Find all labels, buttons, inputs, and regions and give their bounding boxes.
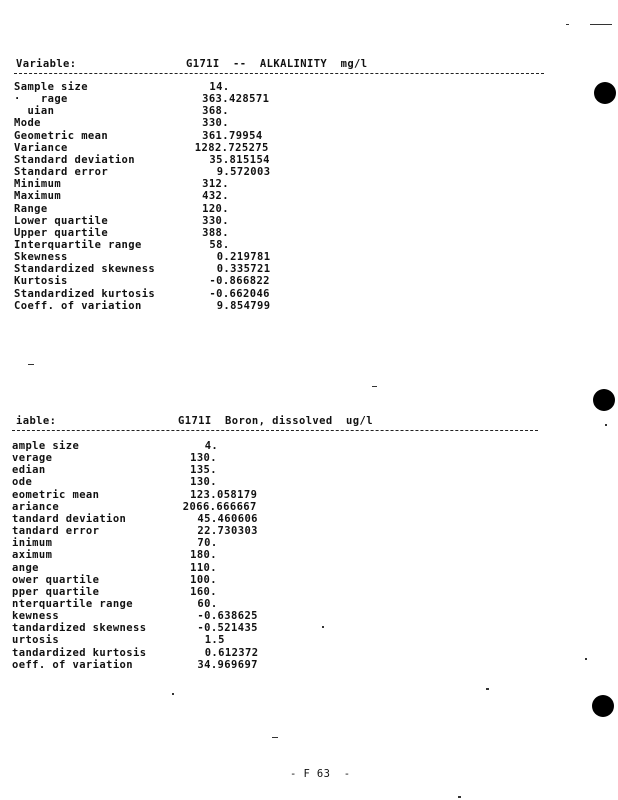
- stat-label: inimum: [12, 537, 53, 550]
- scan-speck: [486, 688, 489, 690]
- binder-hole-bottom: [592, 695, 614, 717]
- stat-row: [0, 598, 560, 610]
- stat-label: Minimum: [14, 178, 62, 191]
- stat-value: 312.: [202, 178, 229, 191]
- scan-speck: [566, 24, 569, 25]
- stat-value: 130.: [190, 452, 217, 465]
- stat-label: verage: [12, 452, 53, 465]
- stat-value: 4.: [204, 440, 219, 452]
- stat-value: 123.058179: [190, 488, 258, 501]
- stat-value: 58.: [209, 238, 230, 251]
- stat-label: edian: [12, 464, 46, 477]
- stat-value: -0.866822: [209, 275, 270, 288]
- stat-label: oeff. of variation: [12, 658, 133, 671]
- scan-speck: [585, 658, 587, 660]
- stat-value: 368.: [202, 105, 229, 118]
- stat-value: 60.: [197, 597, 218, 610]
- stat-row: [0, 525, 560, 537]
- block1-header-variable: G171I -- ALKALINITY mg/l: [186, 58, 368, 70]
- stat-label: nterquartile range: [12, 597, 133, 610]
- scan-speck: [605, 424, 607, 426]
- page-footer: - F 63 -: [290, 768, 351, 780]
- stat-value: -0.521435: [197, 622, 258, 635]
- stat-label: ower quartile: [12, 573, 100, 586]
- stat-label: kewness: [12, 610, 60, 623]
- stat-value: 330.: [202, 214, 229, 227]
- binder-hole-top: [594, 82, 616, 104]
- stat-row: [0, 647, 560, 659]
- stat-value: 9.854799: [216, 299, 271, 312]
- stat-row: [0, 476, 560, 488]
- stat-row: [0, 501, 560, 513]
- scan-speck: [590, 24, 612, 25]
- stat-row: [0, 513, 560, 525]
- stat-label: Coeff. of variation: [14, 299, 142, 312]
- stat-label: ariance: [12, 500, 60, 513]
- block2-header-label: iable:: [16, 415, 57, 427]
- stat-value: 45.460606: [197, 512, 258, 525]
- stat-label: Standardized kurtosis: [14, 287, 156, 300]
- stat-value: -0.638625: [197, 610, 258, 623]
- stat-value: 0.219781: [216, 251, 271, 264]
- stat-value: 0.612372: [204, 646, 259, 659]
- stat-label: Geometric mean: [14, 129, 109, 142]
- stat-value: 0.335721: [216, 263, 271, 276]
- stat-value: 35.815154: [209, 153, 270, 166]
- scan-speck: [172, 693, 174, 695]
- stat-value: 22.730303: [197, 525, 258, 538]
- stat-label: Sample size: [14, 81, 88, 93]
- scan-speck: [372, 386, 377, 387]
- stat-row: [0, 440, 560, 452]
- scan-speck: [28, 364, 34, 365]
- stat-row: [0, 610, 560, 622]
- page-number: F 63: [303, 768, 331, 780]
- stat-value: 160.: [190, 585, 217, 598]
- stat-value: 110.: [190, 561, 217, 574]
- stat-label: urtosis: [12, 634, 60, 647]
- stat-row: [0, 452, 560, 464]
- stat-label: Interquartile range: [14, 238, 142, 251]
- stat-value: 9.572003: [216, 166, 271, 179]
- stat-value: 2066.666667: [182, 500, 257, 513]
- stat-value: 361.79954: [202, 129, 263, 142]
- stat-label: ange: [12, 561, 39, 574]
- stat-value: 120.: [202, 202, 229, 215]
- scan-speck: [322, 626, 324, 628]
- stat-label: Variance: [14, 141, 68, 154]
- stat-value: 363.428571: [202, 93, 270, 106]
- stat-row: [0, 562, 560, 574]
- binder-hole-middle: [593, 389, 615, 411]
- stat-value: 130.: [190, 476, 217, 489]
- stat-label: Standardized skewness: [14, 263, 156, 276]
- stat-label: aximum: [12, 549, 53, 562]
- block2-header-variable: G171I Boron, dissolved ug/l: [178, 415, 373, 427]
- stat-value: 388.: [202, 226, 229, 239]
- block1-header-label: Variable:: [16, 58, 77, 70]
- stat-label: ode: [12, 476, 33, 489]
- stat-label: Upper quartile: [14, 226, 109, 239]
- block2-divider: [12, 430, 538, 431]
- stat-value: 432.: [202, 190, 229, 203]
- stat-label: Maximum: [14, 190, 62, 203]
- stat-label: · rage: [14, 93, 68, 106]
- stat-value: 180.: [190, 549, 217, 562]
- stat-value: 34.969697: [197, 658, 258, 671]
- stat-value: 1.5: [204, 634, 225, 647]
- stat-row: [0, 549, 560, 561]
- scan-speck: [272, 737, 278, 738]
- stat-label: eometric mean: [12, 488, 100, 501]
- stat-row: [0, 622, 560, 634]
- stat-value: 135.: [190, 464, 217, 477]
- stat-row: [0, 464, 560, 476]
- stat-row: [0, 634, 560, 646]
- stat-label: Mode: [14, 117, 41, 130]
- stat-label: Skewness: [14, 251, 68, 264]
- stat-row: [0, 659, 560, 671]
- stat-label: ample size: [12, 440, 80, 452]
- stat-value: 14.: [209, 81, 230, 93]
- stat-row: [0, 586, 560, 598]
- stat-label: Kurtosis: [14, 275, 68, 288]
- stat-label: Lower quartile: [14, 214, 109, 227]
- stat-label: Standard deviation: [14, 153, 135, 166]
- stat-label: tandard deviation: [12, 512, 127, 525]
- stat-value: 70.: [197, 537, 218, 550]
- stat-label: tandard error: [12, 525, 100, 538]
- stat-label: uian: [14, 105, 55, 118]
- stat-value: 100.: [190, 573, 217, 586]
- stat-label: Range: [14, 202, 48, 215]
- scan-speck: [458, 796, 461, 798]
- stat-row: [0, 489, 560, 501]
- stat-label: tandardized skewness: [12, 622, 147, 635]
- stat-value: 1282.725275: [194, 141, 269, 154]
- stat-label: Standard error: [14, 166, 109, 179]
- stat-label: tandardized kurtosis: [12, 646, 147, 659]
- stat-value: -0.662046: [209, 287, 270, 300]
- stat-row: [0, 537, 560, 549]
- stat-label: pper quartile: [12, 585, 100, 598]
- stat-value: 330.: [202, 117, 229, 130]
- stat-row: [0, 574, 560, 586]
